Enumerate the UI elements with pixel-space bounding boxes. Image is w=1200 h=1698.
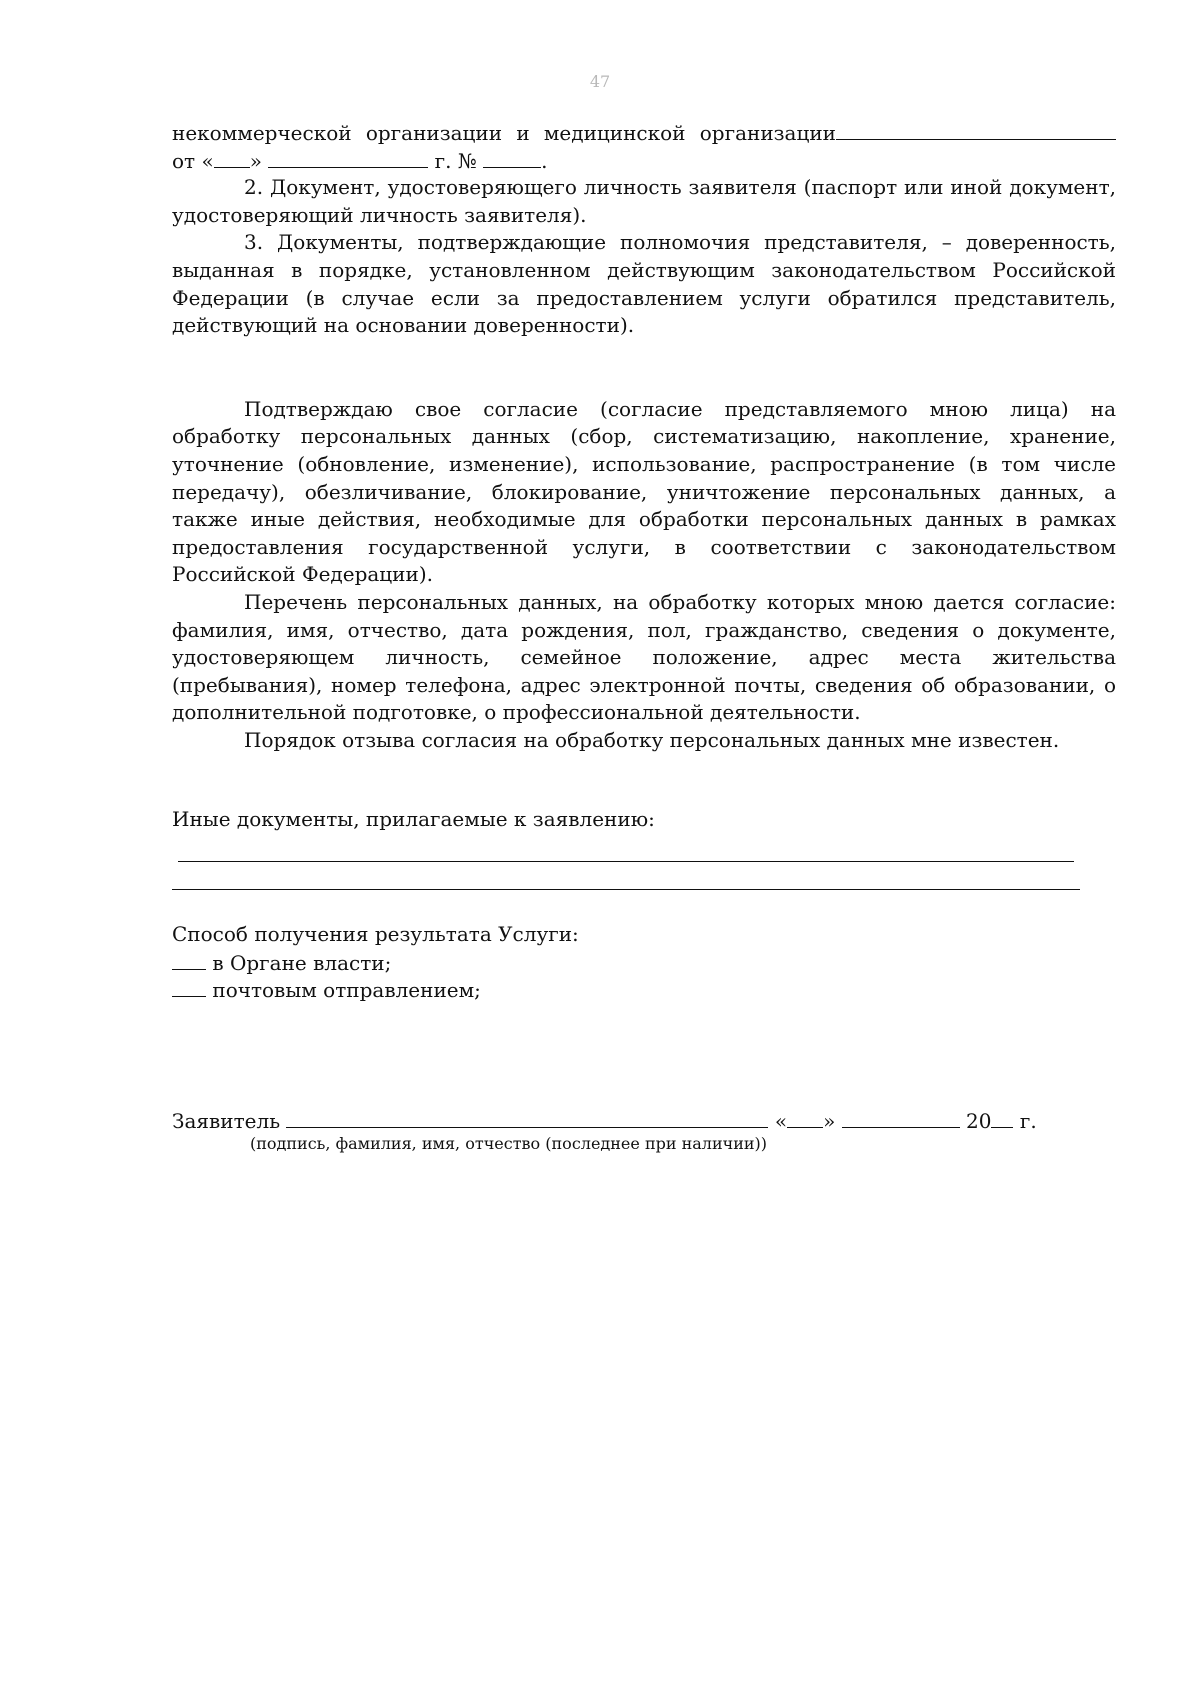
signature-open-quote: « [774,1108,788,1133]
item-3-line-4: действующий на основании доверенности). [172,313,635,338]
signature-year-suffix: г. [1019,1108,1037,1133]
consent-p2-line-5: дополнительной подготовке, о профессиональной деятельности. [172,700,861,725]
day-blank[interactable] [214,147,250,168]
from-label: от « [172,148,214,173]
applicant-label: Заявитель [172,1108,281,1133]
page-number: 47 [589,72,611,91]
signature-year-blank[interactable] [991,1107,1013,1128]
mail-checkbox-blank[interactable] [172,976,206,997]
attachment-line-organizations [172,119,1116,147]
result-method-label: Способ получения результата Услуги: [172,922,579,947]
authority-checkbox-blank[interactable] [172,949,206,970]
consent-p1-line-1: Подтверждаю свое согласие (согласие представляемого мною лица) на [244,396,1116,421]
line-end-period: . [541,148,548,173]
consent-p1-line-5: также иные действия, необходимые для обработки персональных данных в рамках [172,507,1116,532]
signature-year-prefix: 20 [966,1108,992,1133]
result-option-mail-text: почтовым отправлением; [212,978,481,1003]
month-blank[interactable] [268,147,428,168]
consent-p3-line-1: Порядок отзыва согласия на обработку персональных данных мне известен. [244,727,1060,752]
signature-month-blank[interactable] [842,1107,960,1128]
result-option-authority [172,949,1116,977]
consent-p2-line-2: фамилия, имя, отчество, дата рождения, пол, гражданство, сведения о документе, [172,617,1116,642]
signature-caption: (подпись, фамилия, имя, отчество (последнее при наличии)) [250,1134,768,1154]
signature-day-blank[interactable] [787,1107,823,1128]
document-body [172,119,1116,1154]
close-quote: » [249,148,262,173]
spacer [172,754,1116,806]
item-3-line-3: Федерации (в случае если за предоставлением услуги обратился представитель, [172,285,1116,310]
consent-p1-line-2: обработку персональных данных (сбор, систематизацию, накопление, хранение, [172,424,1116,449]
result-option-mail [172,976,1116,1004]
other-documents-label: Иные документы, прилагаемые к заявлению: [172,807,655,832]
consent-p1-line-6: предоставления государственной услуги, в соответствии с законодательством [172,534,1116,559]
consent-p2-line-3: удостоверяющем личность, семейное положение, адрес места жительства [172,645,1116,670]
attachment-line-date-number [172,147,1116,175]
consent-p2-line-4: (пребывания), номер телефона, адрес электронной почты, сведения об образовании, о [172,672,1116,697]
item-3-line-1: 3. Документы, подтверждающие полномочия представителя, – доверенность, [244,230,1116,255]
other-documents-line-1[interactable] [178,834,1074,862]
spacer [172,340,1116,396]
item-2-line-1: 2. Документ, удостоверяющего личность заявителя (паспорт или иной документ, [244,175,1116,200]
spacer [172,1004,1116,1107]
signature-blank[interactable] [286,1107,768,1128]
consent-p2-line-1: Перечень персональных данных, на обработку которых мною дается согласие: [244,589,1116,614]
result-option-authority-text: в Органе власти; [212,950,392,975]
item-3-line-2: выданная в порядке, установленном действующим законодательством Российской [172,257,1116,282]
signature-row [172,1107,1116,1135]
item-2-line-2: удостоверяющий личность заявителя). [172,202,587,227]
consent-p1-line-3: уточнение (обновление, изменение), использование, распространение (в том числе [172,451,1116,476]
attachment-organizations-text: некоммерческой организации и медицинской организации [172,121,836,145]
organization-blank[interactable] [836,119,1116,140]
signature-close-quote: » [823,1108,836,1133]
other-documents-line-2[interactable] [172,862,1080,890]
consent-p1-line-7: Российской Федерации). [172,562,433,587]
spacer [172,890,1116,921]
year-number-label: г. № [434,148,477,173]
consent-p1-line-4: передачу), обезличивание, блокирование, уничтожение персональных данных, а [172,479,1116,504]
number-blank[interactable] [483,147,541,168]
